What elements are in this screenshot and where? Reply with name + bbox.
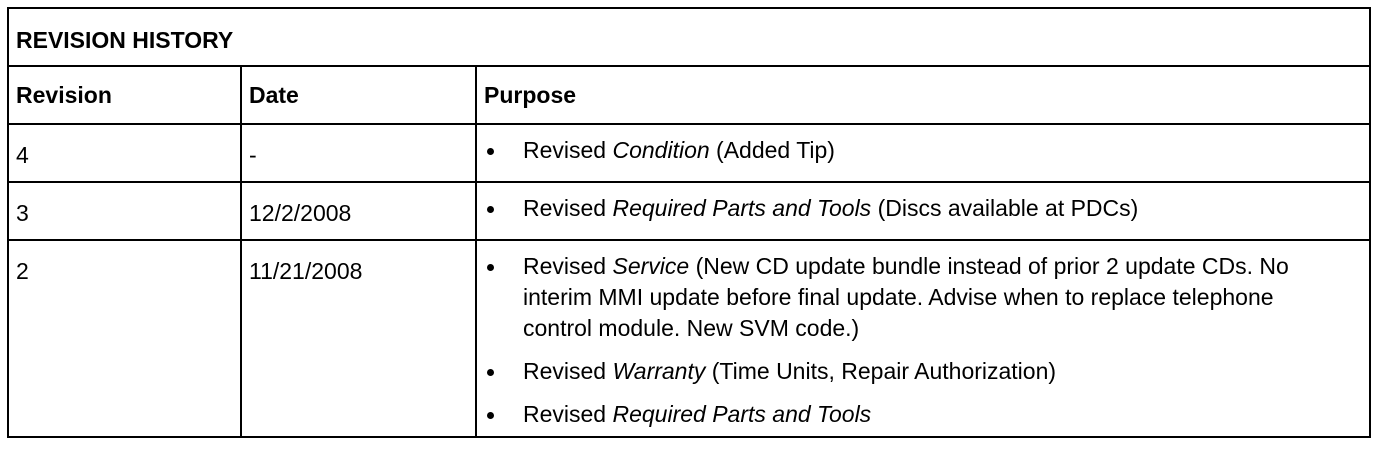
- table-row: [8, 182, 1370, 240]
- header-date: Date: [241, 66, 476, 124]
- date-cell: 12/2/2008: [241, 182, 476, 240]
- item-suffix: (New CD update bundle instead of prior 2 update CDs. No interim MMI update before final update. Advise when to replace telephone control module. New SVM code.): [523, 253, 1289, 341]
- list-item: [477, 356, 1369, 387]
- purpose-list: [477, 193, 1369, 224]
- item-suffix: (Added Tip): [709, 137, 835, 163]
- list-item: [477, 399, 1369, 430]
- list-item: [477, 135, 1369, 166]
- list-item: [477, 251, 1369, 344]
- revision-cell: 4: [8, 124, 241, 182]
- item-emphasis: Condition: [612, 137, 710, 163]
- item-emphasis: Required Parts and Tools: [612, 401, 872, 427]
- purpose-list: [477, 135, 1369, 166]
- date-cell: -: [241, 124, 476, 182]
- date-cell: 11/21/2008: [241, 240, 476, 437]
- item-prefix: Revised: [523, 253, 613, 279]
- revision-cell: 2: [8, 240, 241, 437]
- bullet-icon: [487, 206, 494, 213]
- header-revision: Revision: [8, 66, 241, 124]
- purpose-cell: [476, 240, 1370, 437]
- item-emphasis: Service: [612, 253, 690, 279]
- table-row: [8, 124, 1370, 182]
- purpose-cell: [476, 182, 1370, 240]
- purpose-cell: [476, 124, 1370, 182]
- item-suffix: (Time Units, Repair Authorization): [705, 358, 1057, 384]
- table-title: REVISION HISTORY: [16, 26, 234, 53]
- item-prefix: Revised: [523, 358, 613, 384]
- bullet-icon: [487, 369, 494, 376]
- header-row: [8, 66, 1370, 124]
- table-title-cell: [8, 8, 1370, 66]
- revision-cell: 3: [8, 182, 241, 240]
- bullet-icon: [487, 264, 494, 271]
- header-purpose: Purpose: [476, 66, 1370, 124]
- list-item: [477, 193, 1369, 224]
- item-prefix: Revised: [523, 137, 613, 163]
- bullet-icon: [487, 412, 494, 419]
- table-row: [8, 240, 1370, 437]
- title-row: [8, 8, 1370, 66]
- item-prefix: Revised: [523, 195, 613, 221]
- item-suffix: (Discs available at PDCs): [871, 195, 1139, 221]
- purpose-list: [477, 251, 1369, 430]
- item-prefix: Revised: [523, 401, 613, 427]
- revision-history-table: [7, 7, 1371, 438]
- item-emphasis: Required Parts and Tools: [612, 195, 872, 221]
- item-emphasis: Warranty: [612, 358, 706, 384]
- bullet-icon: [487, 148, 494, 155]
